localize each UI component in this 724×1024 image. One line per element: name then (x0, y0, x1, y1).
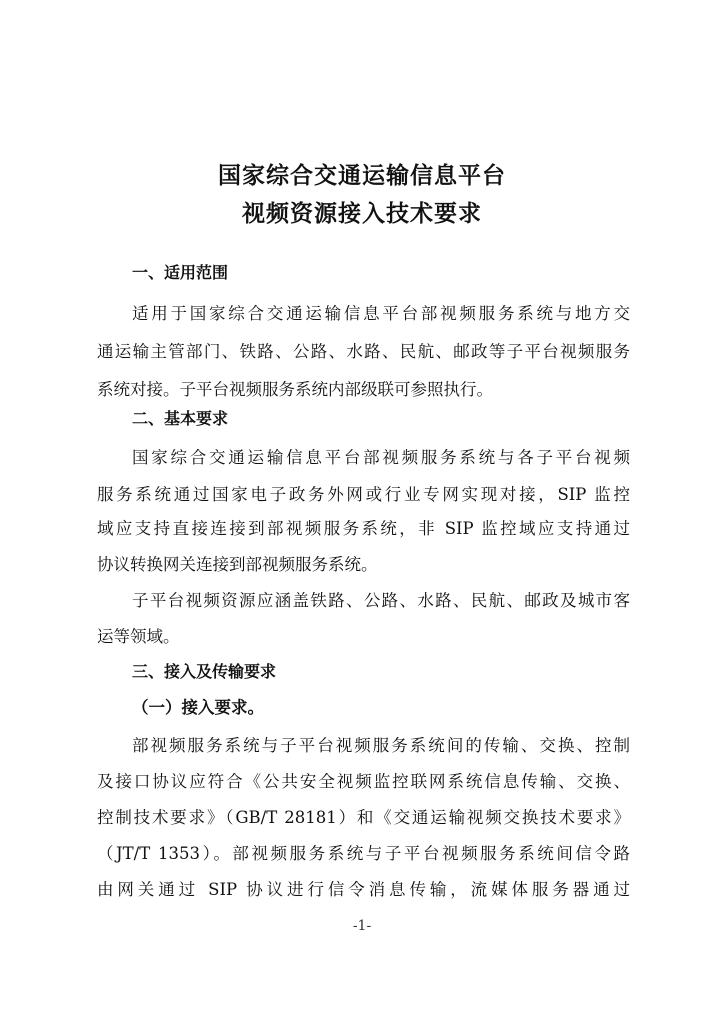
document-title-line-1: 国家综合交通运输信息平台 (218, 163, 506, 189)
paragraph-line: 域应支持直接连接到部视频服务系统，非 SIP 监控域应支持通过 (97, 519, 630, 538)
section-heading-access-transmission: 三、接入及传输要求 (132, 662, 277, 681)
paragraph-line: 子平台视频资源应涵盖铁路、公路、水路、民航、邮政及城市客 (132, 591, 630, 610)
paragraph-line: 部视频服务系统与子平台视频服务系统间的传输、交换、控制 (132, 736, 630, 755)
paragraph-line: 及接口协议应符合《公共安全视频监控联网系统信息传输、交换、 (97, 772, 630, 791)
section-heading-scope: 一、适用范围 (132, 263, 229, 282)
page-number: -1- (352, 918, 372, 934)
paragraph-line: 控制技术要求》（GB/T 28181）和《交通运输视频交换技术要求》 (97, 808, 630, 827)
paragraph-line: 国家综合交通运输信息平台部视频服务系统与各子平台视频 (132, 448, 630, 467)
paragraph-line: 运等领域。 (97, 627, 180, 646)
paragraph-line: 适用于国家综合交通运输信息平台部视频服务系统与地方交 (132, 304, 630, 323)
paragraph-line: （JT/T 1353）。部视频服务系统与子平台视频服务系统间信令路 (97, 844, 630, 863)
paragraph-line: 由网关通过 SIP 协议进行信令消息传输，流媒体服务器通过 (97, 880, 630, 899)
paragraph-line: 通运输主管部门、铁路、公路、水路、民航、邮政等子平台视频服务 (97, 342, 630, 361)
document-title-line-2: 视频资源接入技术要求 (242, 201, 482, 227)
section-heading-basic-requirements: 二、基本要求 (132, 409, 229, 428)
paragraph-line: 系统对接。子平台视频服务系统内部级联可参照执行。 (97, 380, 493, 399)
paragraph-line: 协议转换网关连接到部视频服务系统。 (97, 555, 378, 574)
subsection-heading-access: （一）接入要求。 (132, 698, 264, 717)
paragraph-line: 服务系统通过国家电子政务外网或行业专网实现对接，SIP 监控 (97, 485, 630, 504)
